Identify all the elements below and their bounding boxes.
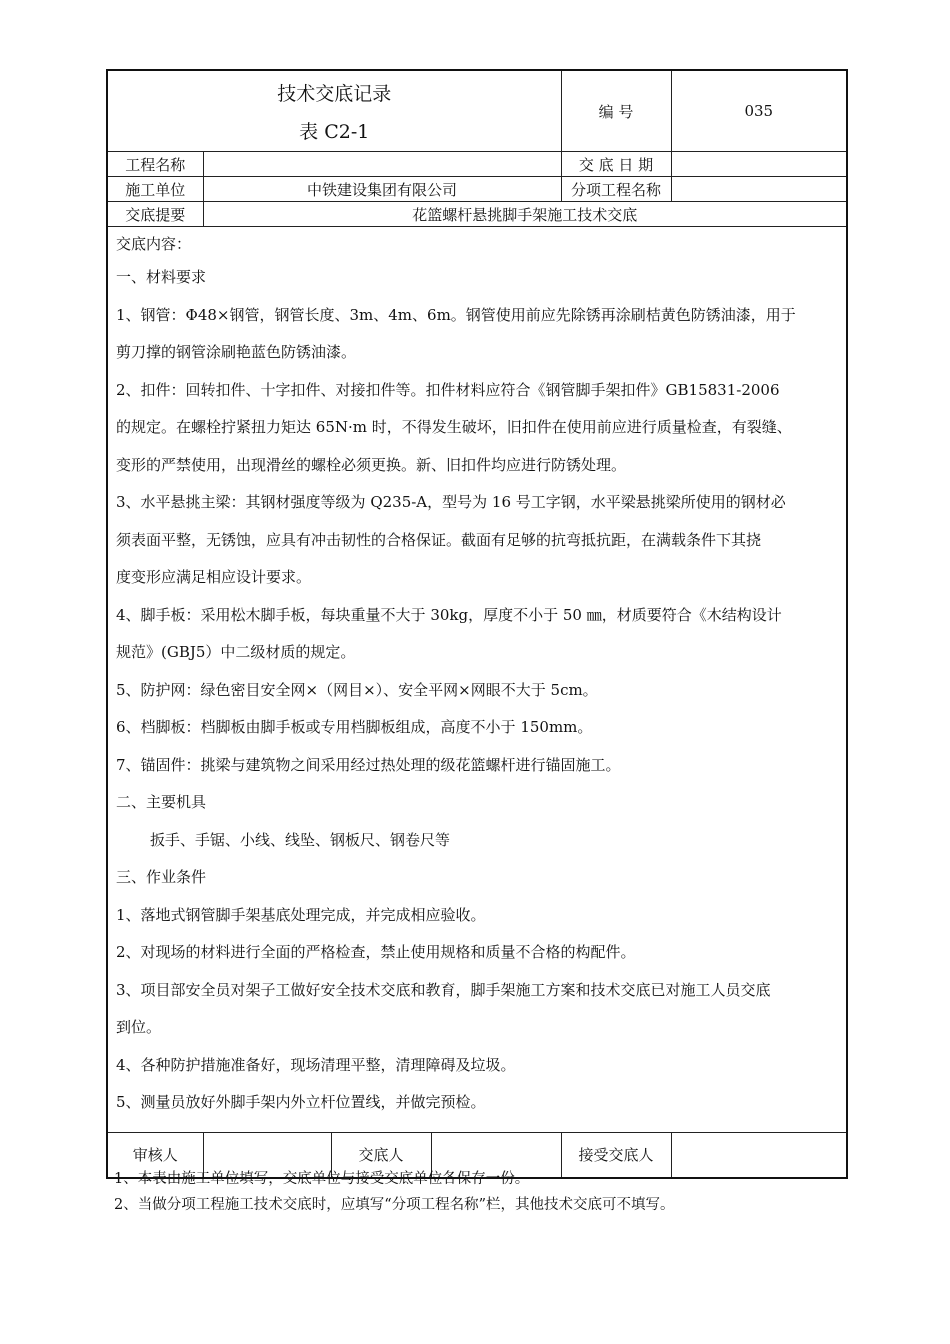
content-line: 2、扣件：回转扣件、十字扣件、对接扣件等。扣件材料应符合《钢管脚手架扣件》GB15831-2006 <box>116 380 780 399</box>
sub-project-value[interactable] <box>671 177 847 202</box>
note-item: 2、当做分项工程施工技术交底时，应填写“分项工程名称”栏，其他技术交底可不填写。 <box>114 1197 675 1213</box>
content-line: 到位。 <box>116 1018 162 1036</box>
content-line: 6、档脚板：档脚板由脚手板或专用档脚板组成，高度不小于 150mm。 <box>116 718 593 736</box>
number-value[interactable]: 035 <box>671 70 847 152</box>
project-name-label: 工程名称 <box>107 152 203 177</box>
content-line: 变形的严禁使用，出现滑丝的螺栓必须更换。新、旧扣件均应进行防锈处理。 <box>116 455 627 474</box>
project-name-value[interactable] <box>203 152 561 177</box>
discloser-label: 交底人 <box>331 1132 431 1178</box>
content-line: 三、作业条件 <box>116 868 207 886</box>
content-line: 一、材料要求 <box>116 268 207 286</box>
content-line: 剪刀撑的钢管涂刷艳蓝色防锈油漆。 <box>116 343 357 361</box>
content-line: 规范》(GBJ5）中二级材质的规定。 <box>116 643 356 661</box>
form-title: 技术交底记录 <box>277 83 392 105</box>
content-line: 1、钢管：Φ48×钢管，钢管长度、3m、4m、6m。钢管使用前应先除锈再涂刷桔黄色防锈油漆，用于 <box>116 305 796 324</box>
form-title-cell <box>107 70 561 152</box>
form-notes <box>114 1166 874 1218</box>
construction-unit-value[interactable]: 中铁建设集团有限公司 <box>203 177 561 202</box>
content-line: 5、防护网：绿色密目安全网×（网目×）、安全平网×网眼不大于 5cm。 <box>116 680 598 699</box>
content-line: 7、锚固件：挑梁与建筑物之间采用经过热处理的级花篮螺杆进行锚固施工。 <box>116 755 621 774</box>
sub-project-label: 分项工程名称 <box>561 177 671 202</box>
content-line: 扳手、手锯、小线、线坠、钢板尺、钢卷尺等 <box>150 830 451 849</box>
construction-unit-label: 施工单位 <box>107 177 203 202</box>
content-line: 2、对现场的材料进行全面的严格检查，禁止使用规格和质量不合格的构配件。 <box>116 943 636 961</box>
date-value[interactable] <box>671 152 847 177</box>
content-line: 须表面平整，无锈蚀，应具有冲击韧性的合格保证。截面有足够的抗弯抵抗距，在满载条件下其挠 <box>116 530 762 549</box>
content-line: 1、落地式钢管脚手架基底处理完成，并完成相应验收。 <box>116 905 486 924</box>
content-line: 5、测量员放好外脚手架内外立杆位置线，并做完预检。 <box>116 1093 486 1111</box>
content-line: 4、脚手板：采用松木脚手板，每块重量不大于 30kg，厚度不小于 50 ㎜，材质要符合《木结构设计 <box>116 605 782 624</box>
summary-label: 交底提要 <box>107 202 203 227</box>
content-line: 3、水平悬挑主梁：其钢材强度等级为 Q235-A，型号为 16 号工字钢，水平梁悬挑梁所使用的钢材必 <box>116 493 786 511</box>
technical-disclosure-form <box>106 69 846 1179</box>
content-line: 3、项目部安全员对架子工做好安全技术交底和教育，脚手架施工方案和技术交底已对施工人员交底 <box>116 980 771 999</box>
content-line: 的规定。在螺栓拧紧扭力矩达 65N·m 时，不得发生破坏，旧扣件在使用前应进行质量检查，有裂缝、 <box>116 418 792 436</box>
content-heading: 交底内容： <box>116 235 192 253</box>
content-line: 4、各种防护措施准备好，现场清理平整，清理障碍及垃圾。 <box>116 1055 516 1074</box>
number-label: 编 号 <box>561 70 671 152</box>
form-table <box>106 69 848 1179</box>
disclosure-content <box>107 227 847 1133</box>
note-item: 1、本表由施工单位填写，交底单位与接受交底单位各保存一份。 <box>114 1171 530 1187</box>
date-label: 交 底 日 期 <box>561 152 671 177</box>
content-line: 度变形应满足相应设计要求。 <box>116 568 312 586</box>
form-code: 表 C2-1 <box>299 121 370 143</box>
receiver-label: 接受交底人 <box>561 1132 671 1178</box>
content-line: 二、主要机具 <box>116 793 207 811</box>
reviewer-label: 审核人 <box>107 1132 203 1178</box>
summary-value[interactable]: 花篮螺杆悬挑脚手架施工技术交底 <box>203 202 847 227</box>
